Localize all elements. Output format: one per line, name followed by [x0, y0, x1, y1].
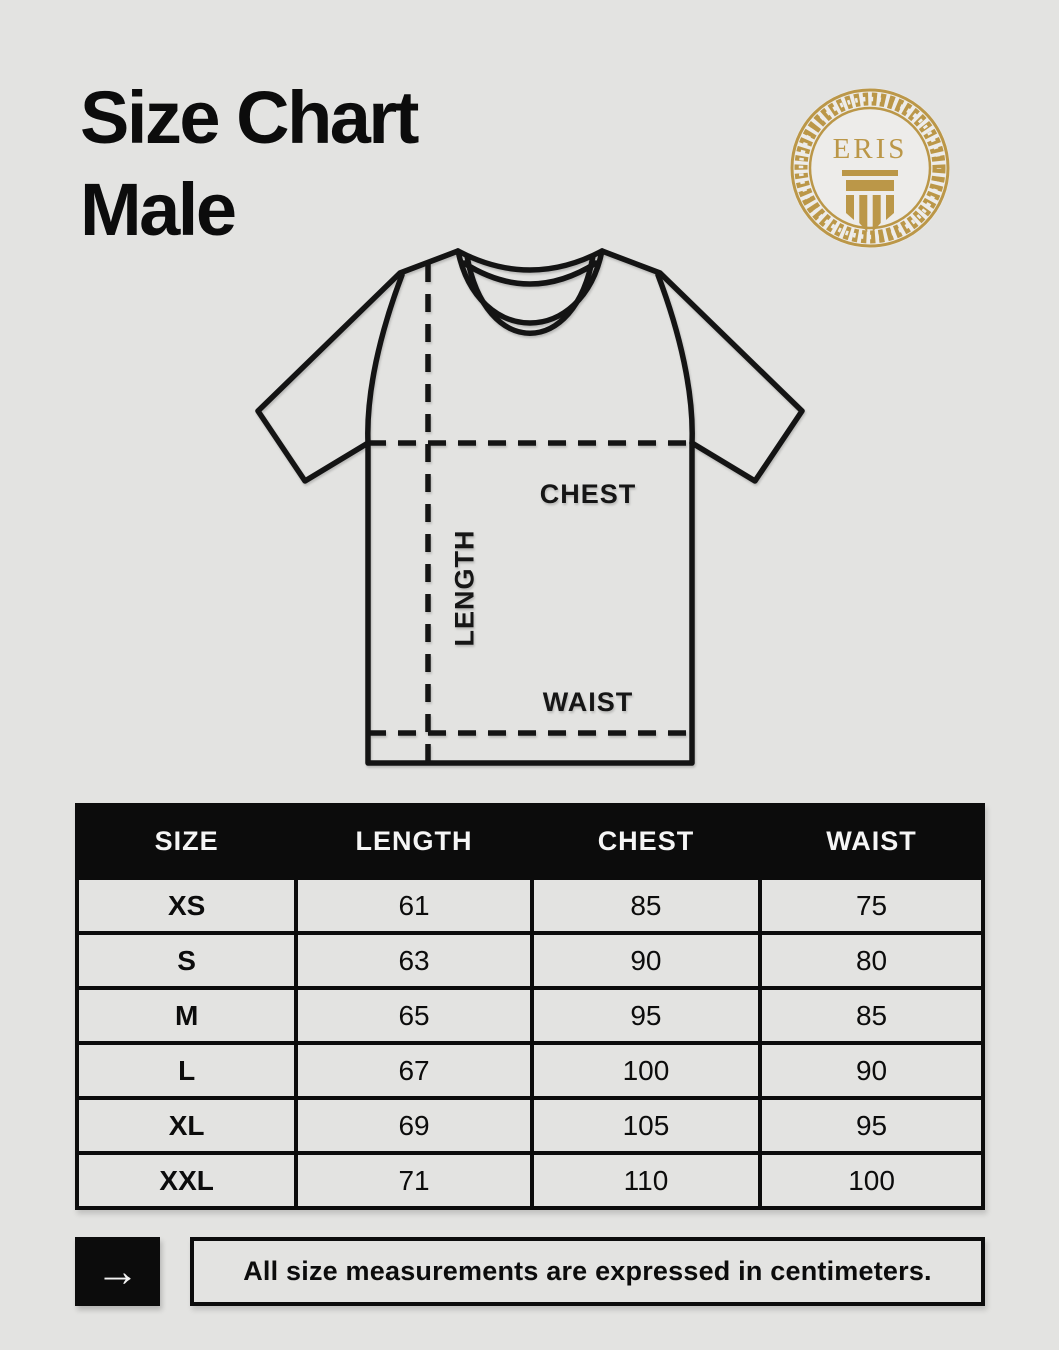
- waist-cell: 95: [760, 1098, 983, 1153]
- chest-cell: 90: [532, 933, 760, 988]
- col-header-chest: CHEST: [532, 805, 760, 878]
- length-cell: 65: [296, 988, 532, 1043]
- size-table: [75, 803, 985, 1210]
- page-title-line2: Male: [80, 168, 235, 251]
- length-cell: 61: [296, 878, 532, 933]
- tshirt-outline: [258, 251, 802, 763]
- length-label: LENGTH: [449, 529, 480, 647]
- page-title: [80, 72, 417, 256]
- chest-cell: 105: [532, 1098, 760, 1153]
- waist-cell: 90: [760, 1043, 983, 1098]
- tshirt-diagram: [250, 243, 810, 777]
- col-header-size: SIZE: [77, 805, 296, 878]
- waist-label: WAIST: [542, 687, 634, 717]
- arrow-right-icon: →: [95, 1246, 140, 1296]
- chest-label: CHEST: [539, 479, 637, 509]
- header-row: [77, 805, 983, 878]
- waist-cell: 75: [760, 878, 983, 933]
- chest-cell: 100: [532, 1043, 760, 1098]
- table-row: [77, 988, 983, 1043]
- length-cell: 67: [296, 1043, 532, 1098]
- units-note-text: All size measurements are expressed in centimeters.: [243, 1256, 932, 1286]
- brand-logo: [788, 86, 952, 250]
- length-cell: 69: [296, 1098, 532, 1153]
- table-row: [77, 1153, 983, 1208]
- table-row: [77, 1043, 983, 1098]
- size-cell: XXL: [77, 1153, 296, 1208]
- chest-cell: 95: [532, 988, 760, 1043]
- size-cell: XS: [77, 878, 296, 933]
- col-header-length: LENGTH: [296, 805, 532, 878]
- page-title-line1: Size Chart: [80, 76, 417, 159]
- brand-name: ERIS: [832, 133, 908, 165]
- chest-cell: 85: [532, 878, 760, 933]
- length-cell: 71: [296, 1153, 532, 1208]
- size-table-header: [77, 805, 983, 878]
- collar-top-edge: [458, 251, 602, 270]
- units-note-box: [190, 1237, 985, 1306]
- size-cell: S: [77, 933, 296, 988]
- size-table-body: [77, 878, 983, 1208]
- length-cell: 63: [296, 933, 532, 988]
- waist-cell: 85: [760, 988, 983, 1043]
- size-cell: M: [77, 988, 296, 1043]
- table-row: [77, 1098, 983, 1153]
- waist-cell: 80: [760, 933, 983, 988]
- size-cell: XL: [77, 1098, 296, 1153]
- arrow-button[interactable]: [75, 1237, 160, 1306]
- col-header-waist: WAIST: [760, 805, 983, 878]
- collar-band-top: [464, 263, 596, 284]
- chest-cell: 110: [532, 1153, 760, 1208]
- table-row: [77, 878, 983, 933]
- waist-cell: 100: [760, 1153, 983, 1208]
- size-cell: L: [77, 1043, 296, 1098]
- brand-logo-emblem: [788, 86, 952, 250]
- table-row: [77, 933, 983, 988]
